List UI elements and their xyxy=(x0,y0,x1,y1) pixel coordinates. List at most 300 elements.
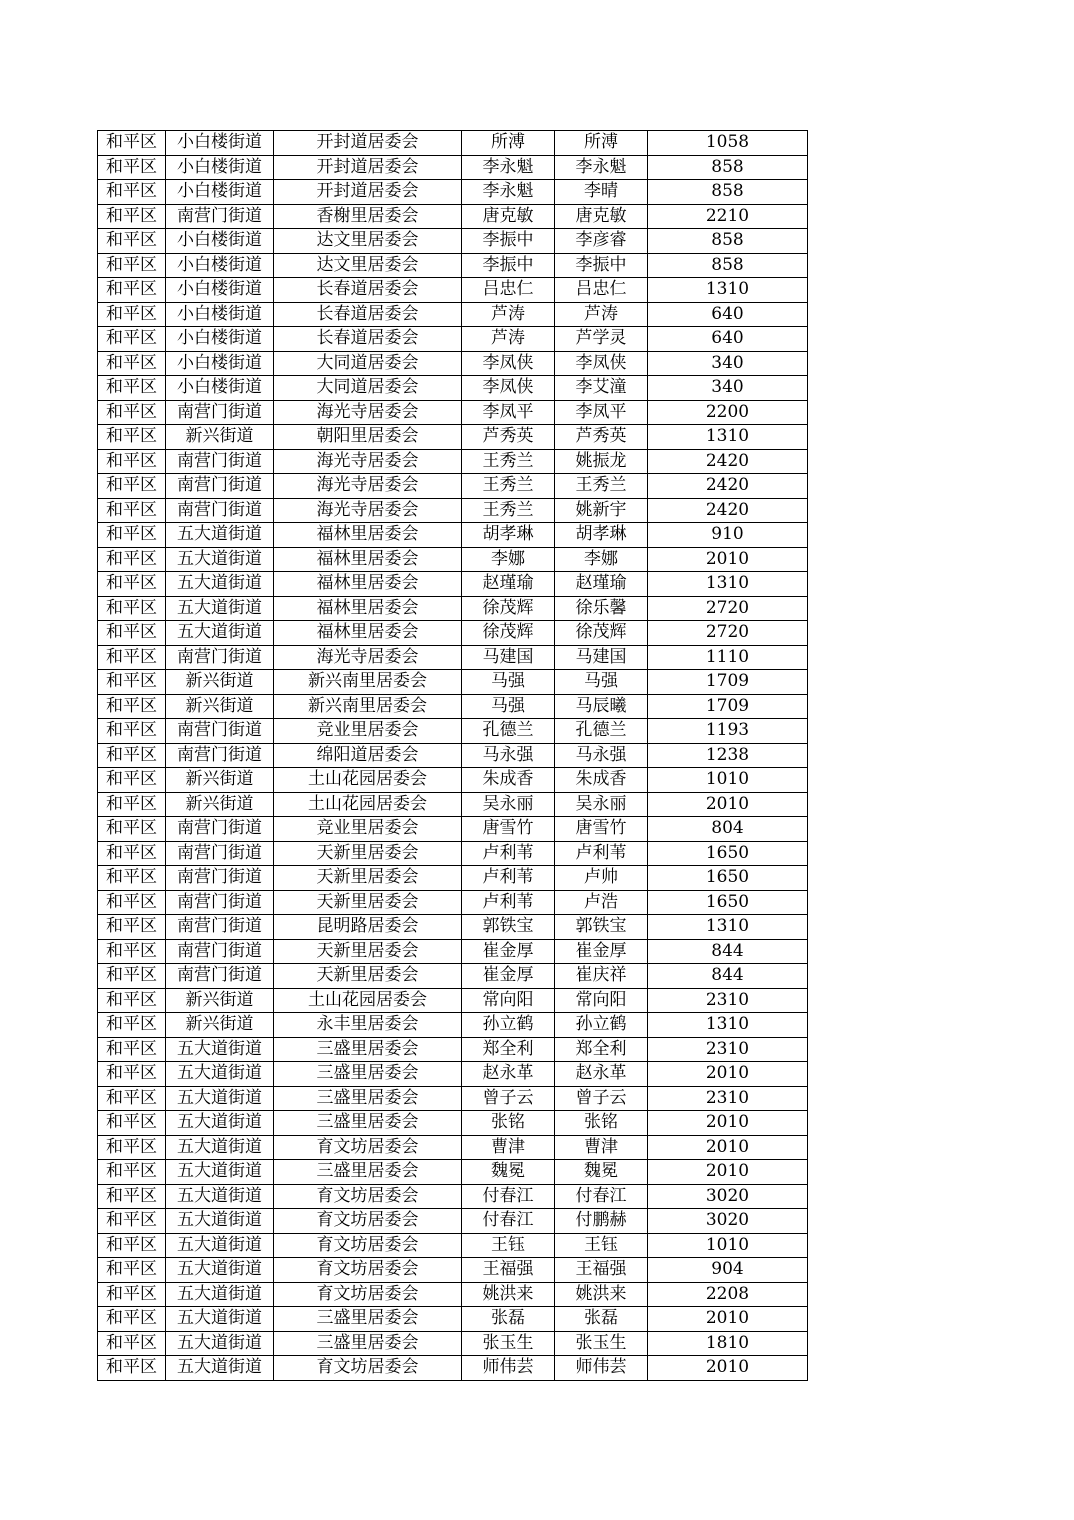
district-cell: 和平区 xyxy=(98,1282,166,1307)
amount-cell: 2420 xyxy=(648,449,808,474)
committee-cell: 三盛里居委会 xyxy=(274,1062,462,1087)
member-cell: 曾子云 xyxy=(555,1086,648,1111)
applicant-cell: 孔德兰 xyxy=(462,719,555,744)
amount-cell: 844 xyxy=(648,939,808,964)
member-cell: 王秀兰 xyxy=(555,474,648,499)
table-row xyxy=(98,915,808,940)
applicant-cell: 芦涛 xyxy=(462,302,555,327)
street-cell: 南营门街道 xyxy=(166,841,274,866)
street-cell: 新兴街道 xyxy=(166,792,274,817)
committee-cell: 香榭里居委会 xyxy=(274,204,462,229)
committee-cell: 开封道居委会 xyxy=(274,155,462,180)
table-row xyxy=(98,547,808,572)
applicant-cell: 李振中 xyxy=(462,253,555,278)
committee-cell: 福林里居委会 xyxy=(274,596,462,621)
table-row xyxy=(98,1160,808,1185)
applicant-cell: 马强 xyxy=(462,694,555,719)
district-cell: 和平区 xyxy=(98,1062,166,1087)
table-row xyxy=(98,719,808,744)
committee-cell: 天新里居委会 xyxy=(274,866,462,891)
street-cell: 南营门街道 xyxy=(166,817,274,842)
table-row xyxy=(98,670,808,695)
district-cell: 和平区 xyxy=(98,1258,166,1283)
member-cell: 唐克敏 xyxy=(555,204,648,229)
street-cell: 南营门街道 xyxy=(166,915,274,940)
applicant-cell: 李振中 xyxy=(462,229,555,254)
committee-cell: 福林里居委会 xyxy=(274,547,462,572)
member-cell: 魏冕 xyxy=(555,1160,648,1185)
district-cell: 和平区 xyxy=(98,229,166,254)
committee-cell: 三盛里居委会 xyxy=(274,1037,462,1062)
table-row xyxy=(98,376,808,401)
committee-cell: 长春道居委会 xyxy=(274,302,462,327)
amount-cell: 2010 xyxy=(648,1356,808,1381)
table-row xyxy=(98,1356,808,1381)
applicant-cell: 徐茂辉 xyxy=(462,621,555,646)
member-cell: 朱成香 xyxy=(555,768,648,793)
table-row xyxy=(98,1282,808,1307)
amount-cell: 2010 xyxy=(648,1160,808,1185)
committee-cell: 永丰里居委会 xyxy=(274,1013,462,1038)
amount-cell: 1709 xyxy=(648,670,808,695)
committee-cell: 育文坊居委会 xyxy=(274,1233,462,1258)
table-row xyxy=(98,474,808,499)
street-cell: 小白楼街道 xyxy=(166,351,274,376)
member-cell: 马建国 xyxy=(555,645,648,670)
member-cell: 李凤平 xyxy=(555,400,648,425)
member-cell: 赵永革 xyxy=(555,1062,648,1087)
amount-cell: 910 xyxy=(648,523,808,548)
committee-cell: 三盛里居委会 xyxy=(274,1307,462,1332)
street-cell: 南营门街道 xyxy=(166,474,274,499)
member-cell: 卢帅 xyxy=(555,866,648,891)
committee-cell: 育文坊居委会 xyxy=(274,1135,462,1160)
table-row xyxy=(98,988,808,1013)
district-cell: 和平区 xyxy=(98,204,166,229)
district-cell: 和平区 xyxy=(98,694,166,719)
applicant-cell: 崔金厚 xyxy=(462,939,555,964)
amount-cell: 2720 xyxy=(648,596,808,621)
table-row xyxy=(98,841,808,866)
table-row xyxy=(98,1307,808,1332)
committee-cell: 育文坊居委会 xyxy=(274,1356,462,1381)
applicant-cell: 张磊 xyxy=(462,1307,555,1332)
amount-cell: 2420 xyxy=(648,498,808,523)
member-cell: 孔德兰 xyxy=(555,719,648,744)
committee-cell: 海光寺居委会 xyxy=(274,645,462,670)
applicant-cell: 李娜 xyxy=(462,547,555,572)
table-row xyxy=(98,425,808,450)
committee-cell: 海光寺居委会 xyxy=(274,474,462,499)
district-cell: 和平区 xyxy=(98,547,166,572)
amount-cell: 1650 xyxy=(648,841,808,866)
applicant-cell: 马永强 xyxy=(462,743,555,768)
amount-cell: 640 xyxy=(648,302,808,327)
district-cell: 和平区 xyxy=(98,1233,166,1258)
district-cell: 和平区 xyxy=(98,719,166,744)
applicant-cell: 赵瑾瑜 xyxy=(462,572,555,597)
amount-cell: 640 xyxy=(648,327,808,352)
applicant-cell: 吕忠仁 xyxy=(462,278,555,303)
amount-cell: 2310 xyxy=(648,988,808,1013)
applicant-cell: 崔金厚 xyxy=(462,964,555,989)
amount-cell: 2010 xyxy=(648,1062,808,1087)
amount-cell: 1193 xyxy=(648,719,808,744)
committee-cell: 福林里居委会 xyxy=(274,621,462,646)
amount-cell: 858 xyxy=(648,253,808,278)
applicant-cell: 孙立鹤 xyxy=(462,1013,555,1038)
member-cell: 李娜 xyxy=(555,547,648,572)
applicant-cell: 郑全利 xyxy=(462,1037,555,1062)
committee-cell: 达文里居委会 xyxy=(274,229,462,254)
committee-cell: 天新里居委会 xyxy=(274,964,462,989)
member-cell: 姚洪来 xyxy=(555,1282,648,1307)
amount-cell: 804 xyxy=(648,817,808,842)
amount-cell: 1810 xyxy=(648,1331,808,1356)
amount-cell: 2208 xyxy=(648,1282,808,1307)
street-cell: 南营门街道 xyxy=(166,498,274,523)
district-cell: 和平区 xyxy=(98,645,166,670)
amount-cell: 2010 xyxy=(648,1135,808,1160)
amount-cell: 858 xyxy=(648,180,808,205)
member-cell: 徐茂辉 xyxy=(555,621,648,646)
table-row xyxy=(98,1037,808,1062)
table-body xyxy=(98,131,808,1381)
street-cell: 南营门街道 xyxy=(166,204,274,229)
member-cell: 孙立鹤 xyxy=(555,1013,648,1038)
district-cell: 和平区 xyxy=(98,596,166,621)
committee-cell: 新兴南里居委会 xyxy=(274,694,462,719)
district-cell: 和平区 xyxy=(98,425,166,450)
applicant-cell: 曹津 xyxy=(462,1135,555,1160)
amount-cell: 1010 xyxy=(648,768,808,793)
committee-cell: 海光寺居委会 xyxy=(274,449,462,474)
amount-cell: 2010 xyxy=(648,792,808,817)
member-cell: 李凤侠 xyxy=(555,351,648,376)
member-cell: 所溥 xyxy=(555,131,648,156)
committee-cell: 育文坊居委会 xyxy=(274,1282,462,1307)
district-cell: 和平区 xyxy=(98,376,166,401)
district-cell: 和平区 xyxy=(98,1160,166,1185)
committee-cell: 三盛里居委会 xyxy=(274,1331,462,1356)
table-row xyxy=(98,817,808,842)
applicant-cell: 王秀兰 xyxy=(462,449,555,474)
district-cell: 和平区 xyxy=(98,939,166,964)
table-row xyxy=(98,890,808,915)
member-cell: 张玉生 xyxy=(555,1331,648,1356)
amount-cell: 1058 xyxy=(648,131,808,156)
committee-cell: 新兴南里居委会 xyxy=(274,670,462,695)
district-cell: 和平区 xyxy=(98,792,166,817)
applicant-cell: 李凤平 xyxy=(462,400,555,425)
applicant-cell: 李凤侠 xyxy=(462,376,555,401)
amount-cell: 2200 xyxy=(648,400,808,425)
applicant-cell: 姚洪来 xyxy=(462,1282,555,1307)
applicant-cell: 魏冕 xyxy=(462,1160,555,1185)
amount-cell: 1310 xyxy=(648,425,808,450)
district-cell: 和平区 xyxy=(98,449,166,474)
district-cell: 和平区 xyxy=(98,474,166,499)
amount-cell: 858 xyxy=(648,155,808,180)
member-cell: 吕忠仁 xyxy=(555,278,648,303)
table-row xyxy=(98,449,808,474)
district-cell: 和平区 xyxy=(98,1209,166,1234)
applicant-cell: 卢利苇 xyxy=(462,866,555,891)
street-cell: 五大道街道 xyxy=(166,596,274,621)
member-cell: 李艾潼 xyxy=(555,376,648,401)
member-cell: 付鹏赫 xyxy=(555,1209,648,1234)
committee-cell: 三盛里居委会 xyxy=(274,1111,462,1136)
committee-cell: 昆明路居委会 xyxy=(274,915,462,940)
committee-cell: 三盛里居委会 xyxy=(274,1160,462,1185)
street-cell: 五大道街道 xyxy=(166,621,274,646)
member-cell: 张磊 xyxy=(555,1307,648,1332)
applicant-cell: 胡孝琳 xyxy=(462,523,555,548)
committee-cell: 海光寺居委会 xyxy=(274,400,462,425)
committee-cell: 达文里居委会 xyxy=(274,253,462,278)
applicant-cell: 王钰 xyxy=(462,1233,555,1258)
table-row xyxy=(98,180,808,205)
table-row xyxy=(98,1062,808,1087)
amount-cell: 1310 xyxy=(648,572,808,597)
street-cell: 五大道街道 xyxy=(166,572,274,597)
applicant-cell: 赵永革 xyxy=(462,1062,555,1087)
member-cell: 李振中 xyxy=(555,253,648,278)
applicant-cell: 朱成香 xyxy=(462,768,555,793)
amount-cell: 2010 xyxy=(648,1307,808,1332)
table-row xyxy=(98,131,808,156)
committee-cell: 育文坊居委会 xyxy=(274,1209,462,1234)
district-cell: 和平区 xyxy=(98,964,166,989)
street-cell: 南营门街道 xyxy=(166,890,274,915)
committee-cell: 育文坊居委会 xyxy=(274,1184,462,1209)
member-cell: 常向阳 xyxy=(555,988,648,1013)
amount-cell: 1310 xyxy=(648,915,808,940)
member-cell: 付春江 xyxy=(555,1184,648,1209)
district-cell: 和平区 xyxy=(98,1184,166,1209)
table-row xyxy=(98,400,808,425)
table-row xyxy=(98,1258,808,1283)
street-cell: 小白楼街道 xyxy=(166,302,274,327)
amount-cell: 1650 xyxy=(648,866,808,891)
district-cell: 和平区 xyxy=(98,327,166,352)
amount-cell: 1310 xyxy=(648,278,808,303)
committee-cell: 三盛里居委会 xyxy=(274,1086,462,1111)
amount-cell: 904 xyxy=(648,1258,808,1283)
table-row xyxy=(98,1331,808,1356)
applicant-cell: 张铭 xyxy=(462,1111,555,1136)
committee-cell: 土山花园居委会 xyxy=(274,768,462,793)
amount-cell: 3020 xyxy=(648,1209,808,1234)
amount-cell: 2210 xyxy=(648,204,808,229)
district-cell: 和平区 xyxy=(98,890,166,915)
table-row xyxy=(98,866,808,891)
table-row xyxy=(98,572,808,597)
committee-cell: 朝阳里居委会 xyxy=(274,425,462,450)
table-row xyxy=(98,229,808,254)
street-cell: 新兴街道 xyxy=(166,694,274,719)
committee-cell: 天新里居委会 xyxy=(274,890,462,915)
table-row xyxy=(98,1233,808,1258)
table-row xyxy=(98,964,808,989)
table-row xyxy=(98,1013,808,1038)
amount-cell: 1010 xyxy=(648,1233,808,1258)
street-cell: 五大道街道 xyxy=(166,1160,274,1185)
applicant-cell: 曾子云 xyxy=(462,1086,555,1111)
member-cell: 崔金厚 xyxy=(555,939,648,964)
member-cell: 唐雪竹 xyxy=(555,817,648,842)
member-cell: 王钰 xyxy=(555,1233,648,1258)
committee-cell: 福林里居委会 xyxy=(274,572,462,597)
street-cell: 小白楼街道 xyxy=(166,180,274,205)
member-cell: 胡孝琳 xyxy=(555,523,648,548)
street-cell: 五大道街道 xyxy=(166,1209,274,1234)
member-cell: 曹津 xyxy=(555,1135,648,1160)
amount-cell: 1110 xyxy=(648,645,808,670)
applicant-cell: 李凤侠 xyxy=(462,351,555,376)
committee-cell: 开封道居委会 xyxy=(274,180,462,205)
street-cell: 小白楼街道 xyxy=(166,278,274,303)
table-row xyxy=(98,155,808,180)
street-cell: 五大道街道 xyxy=(166,1062,274,1087)
table-row xyxy=(98,1111,808,1136)
street-cell: 南营门街道 xyxy=(166,449,274,474)
table-row xyxy=(98,278,808,303)
street-cell: 五大道街道 xyxy=(166,1086,274,1111)
applicant-cell: 卢利苇 xyxy=(462,890,555,915)
street-cell: 五大道街道 xyxy=(166,1307,274,1332)
member-cell: 马辰曦 xyxy=(555,694,648,719)
street-cell: 五大道街道 xyxy=(166,1258,274,1283)
street-cell: 小白楼街道 xyxy=(166,376,274,401)
committee-cell: 土山花园居委会 xyxy=(274,792,462,817)
street-cell: 南营门街道 xyxy=(166,743,274,768)
street-cell: 新兴街道 xyxy=(166,670,274,695)
table-row xyxy=(98,768,808,793)
applicant-cell: 李永魁 xyxy=(462,155,555,180)
data-table xyxy=(97,130,808,1381)
street-cell: 五大道街道 xyxy=(166,1282,274,1307)
member-cell: 吴永丽 xyxy=(555,792,648,817)
table-row xyxy=(98,1135,808,1160)
committee-cell: 福林里居委会 xyxy=(274,523,462,548)
member-cell: 赵瑾瑜 xyxy=(555,572,648,597)
committee-cell: 竞业里居委会 xyxy=(274,817,462,842)
street-cell: 南营门街道 xyxy=(166,866,274,891)
table-row xyxy=(98,302,808,327)
applicant-cell: 付春江 xyxy=(462,1184,555,1209)
amount-cell: 340 xyxy=(648,351,808,376)
member-cell: 姚新宇 xyxy=(555,498,648,523)
district-cell: 和平区 xyxy=(98,400,166,425)
street-cell: 新兴街道 xyxy=(166,988,274,1013)
street-cell: 南营门街道 xyxy=(166,400,274,425)
street-cell: 小白楼街道 xyxy=(166,131,274,156)
committee-cell: 大同道居委会 xyxy=(274,376,462,401)
amount-cell: 1310 xyxy=(648,1013,808,1038)
district-cell: 和平区 xyxy=(98,915,166,940)
street-cell: 小白楼街道 xyxy=(166,253,274,278)
member-cell: 姚振龙 xyxy=(555,449,648,474)
street-cell: 新兴街道 xyxy=(166,768,274,793)
district-cell: 和平区 xyxy=(98,1037,166,1062)
street-cell: 南营门街道 xyxy=(166,719,274,744)
table-row xyxy=(98,498,808,523)
table-row xyxy=(98,351,808,376)
amount-cell: 1709 xyxy=(648,694,808,719)
district-cell: 和平区 xyxy=(98,988,166,1013)
street-cell: 新兴街道 xyxy=(166,1013,274,1038)
applicant-cell: 唐雪竹 xyxy=(462,817,555,842)
table-row xyxy=(98,743,808,768)
committee-cell: 育文坊居委会 xyxy=(274,1258,462,1283)
applicant-cell: 马建国 xyxy=(462,645,555,670)
applicant-cell: 芦秀英 xyxy=(462,425,555,450)
member-cell: 郑全利 xyxy=(555,1037,648,1062)
applicant-cell: 郭铁宝 xyxy=(462,915,555,940)
member-cell: 王福强 xyxy=(555,1258,648,1283)
table-row xyxy=(98,327,808,352)
committee-cell: 土山花园居委会 xyxy=(274,988,462,1013)
member-cell: 马强 xyxy=(555,670,648,695)
committee-cell: 绵阳道居委会 xyxy=(274,743,462,768)
applicant-cell: 芦涛 xyxy=(462,327,555,352)
committee-cell: 天新里居委会 xyxy=(274,841,462,866)
table-row xyxy=(98,1086,808,1111)
applicant-cell: 王秀兰 xyxy=(462,474,555,499)
street-cell: 五大道街道 xyxy=(166,1233,274,1258)
applicant-cell: 卢利苇 xyxy=(462,841,555,866)
district-cell: 和平区 xyxy=(98,155,166,180)
district-cell: 和平区 xyxy=(98,302,166,327)
amount-cell: 2010 xyxy=(648,547,808,572)
district-cell: 和平区 xyxy=(98,1356,166,1381)
table-row xyxy=(98,621,808,646)
table-row xyxy=(98,596,808,621)
street-cell: 五大道街道 xyxy=(166,1356,274,1381)
street-cell: 五大道街道 xyxy=(166,1037,274,1062)
district-cell: 和平区 xyxy=(98,1111,166,1136)
district-cell: 和平区 xyxy=(98,498,166,523)
street-cell: 小白楼街道 xyxy=(166,327,274,352)
district-cell: 和平区 xyxy=(98,743,166,768)
district-cell: 和平区 xyxy=(98,841,166,866)
district-cell: 和平区 xyxy=(98,1331,166,1356)
district-cell: 和平区 xyxy=(98,866,166,891)
table-row xyxy=(98,1209,808,1234)
member-cell: 师伟芸 xyxy=(555,1356,648,1381)
table-row xyxy=(98,694,808,719)
district-cell: 和平区 xyxy=(98,253,166,278)
member-cell: 芦涛 xyxy=(555,302,648,327)
amount-cell: 3020 xyxy=(648,1184,808,1209)
applicant-cell: 徐茂辉 xyxy=(462,596,555,621)
applicant-cell: 马强 xyxy=(462,670,555,695)
applicant-cell: 李永魁 xyxy=(462,180,555,205)
table-row xyxy=(98,792,808,817)
district-cell: 和平区 xyxy=(98,351,166,376)
committee-cell: 竞业里居委会 xyxy=(274,719,462,744)
committee-cell: 天新里居委会 xyxy=(274,939,462,964)
applicant-cell: 张玉生 xyxy=(462,1331,555,1356)
district-cell: 和平区 xyxy=(98,621,166,646)
member-cell: 徐乐馨 xyxy=(555,596,648,621)
member-cell: 马永强 xyxy=(555,743,648,768)
member-cell: 郭铁宝 xyxy=(555,915,648,940)
table-row xyxy=(98,523,808,548)
street-cell: 南营门街道 xyxy=(166,645,274,670)
amount-cell: 340 xyxy=(648,376,808,401)
